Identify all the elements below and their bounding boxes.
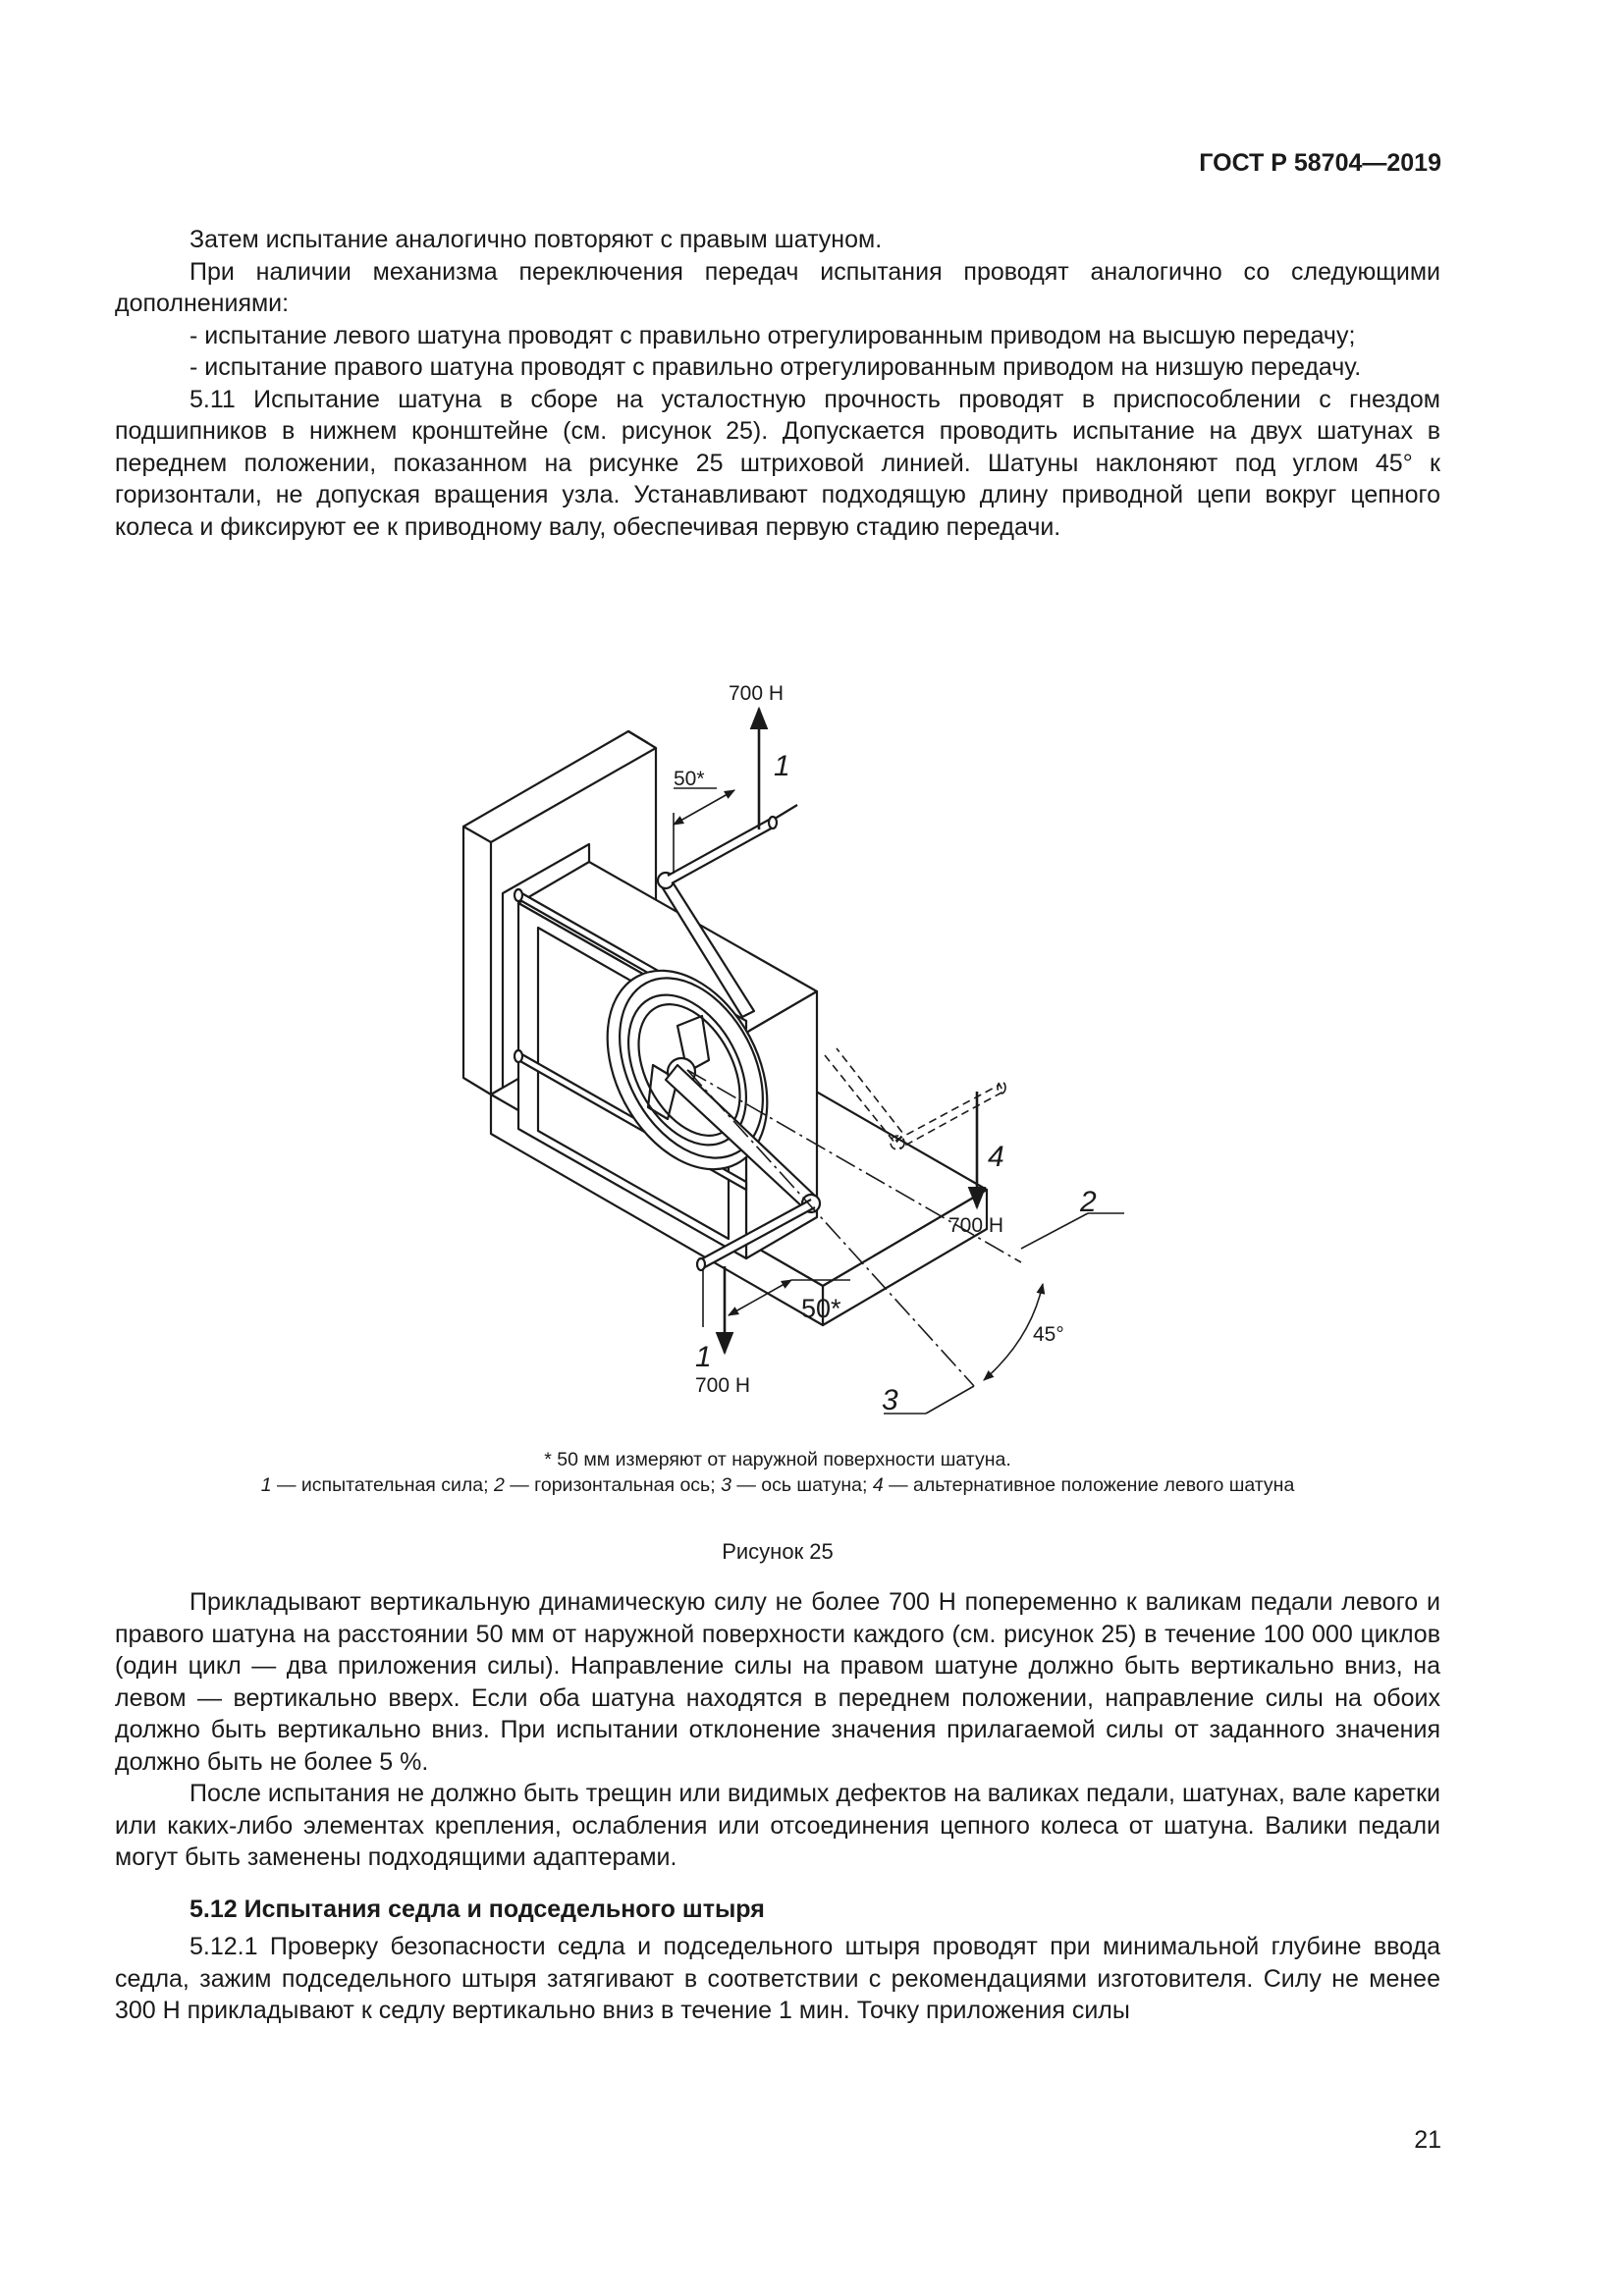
callout-2: 2 — [1080, 1186, 1097, 1218]
list-item: - испытание правого шатуна проводят с правильно отрегулированным приводом на низшую передачу. — [189, 353, 1362, 381]
list-item: - испытание левого шатуна проводят с правильно отрегулированным приводом на высшую передачу; — [189, 321, 1356, 349]
paragraph: Затем испытание аналогично повторяют с правым шатуном. — [189, 226, 883, 253]
figure-footnote: * 50 мм измеряют от наружной поверхности шатуна. — [544, 1449, 1011, 1470]
force-label-bottom: 700 Н — [695, 1374, 751, 1397]
figure-25 — [432, 672, 1178, 1418]
section-heading: 5.12 Испытания седла и подседельного штыря — [189, 1895, 765, 1923]
callout-1-bottom: 1 — [695, 1341, 712, 1373]
dim-label-top: 50* — [674, 768, 705, 790]
callout-3: 3 — [882, 1384, 898, 1416]
standard-header: ГОСТ Р 58704—2019 — [1199, 149, 1441, 177]
paragraph: Прикладывают вертикальную динамическую силу не более 700 Н попеременно к валикам педали левого и правого шатуна на расстоянии 50 мм от наружной поверхности каждого (см. рисунок 25) в течение 100 000 циклов (один цикл — два приложения силы). Направление силы на правом шатуне должно быть вертикально вниз, на левом — вертикально вверх. Если оба шатуна находятся в переднем положении, направление силы на обоих должно быть вертикально вниз. При испытании отклонение значения прилагаемой силы от заданного значения должно быть не более 5 %. — [115, 1588, 1440, 1776]
paragraph-5-11: 5.11 Испытание шатуна в сборе на усталостную прочность проводят в приспособлении с гнездом подшипников в нижнем кронштейне (см. рисунок 25). Допускается проводить испытание на двух шатунах в переднем положении, показанном на рисунке 25 штриховой линией. Шатуны наклоняют под углом 45° к горизонтали, не допуская вращения узла. Устанавливают подходящую длину приводной цепи вокруг цепного колеса и фиксируют ее к приводному валу, обеспечивая первую стадию передачи. — [115, 385, 1440, 541]
page-number: 21 — [1414, 2126, 1441, 2154]
figure-caption: Рисунок 25 — [722, 1539, 834, 1564]
figure-legend: 1 — испытательная сила; 2 — горизонтальная ось; 3 — ось шатуна; 4 — альтернативное положение левого шатуна — [260, 1474, 1295, 1496]
paragraph-5-12-1: 5.12.1 Проверку безопасности седла и подседельного штыря проводят при минимальной глубине ввода седла, зажим подседельного штыря затягивают в соответствии с рекомендациями изготовителя. Силу не менее 300 Н прикладывают к седлу вертикально вниз в течение 1 мин. Точку приложения силы — [115, 1933, 1440, 2024]
dim-label-bottom: 50* — [801, 1294, 841, 1323]
callout-1-top: 1 — [774, 750, 790, 782]
text-block-top — [115, 224, 1440, 543]
figure-notes — [115, 1447, 1440, 1498]
force-label-right: 700 Н — [948, 1214, 1004, 1237]
text-block-bottom — [115, 1586, 1440, 2027]
angle-label: 45° — [1033, 1323, 1064, 1346]
force-label-top: 700 Н — [729, 682, 785, 705]
callout-4: 4 — [988, 1141, 1004, 1173]
paragraph: После испытания не должно быть трещин или видимых дефектов на валиках педали, шатунах, вале каретки или каких-либо элементах крепления, ослабления или отсоединения цепного колеса от шатуна. Валики педали могут быть заменены подходящими адаптерами. — [115, 1780, 1440, 1871]
paragraph: При наличии механизма переключения передач испытания проводят аналогично со следующими дополнениями: — [115, 257, 1440, 317]
